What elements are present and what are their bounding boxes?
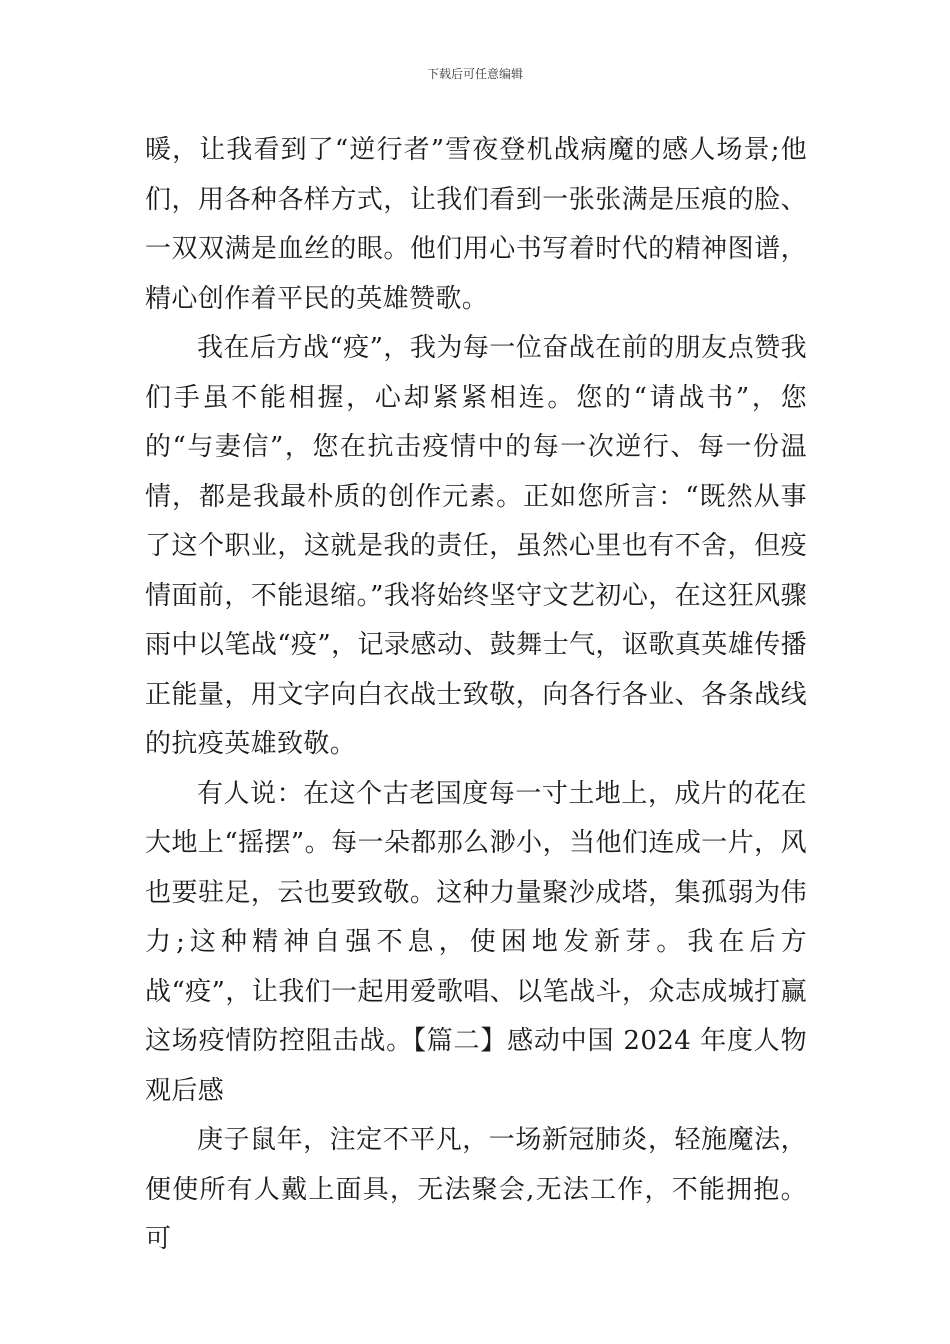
document-body — [145, 126, 807, 1265]
page-header: 下载后可任意编辑 — [426, 67, 523, 81]
paragraph-1: 暖，让我看到了“逆行者”雪夜登机战病魔的感人场景;他们，用各种各样方式，让我们看到一张张满是压痕的脸、一双双满是血丝的眼。他们用心书写着时代的精神图谱，精心创作着平民的英雄赞歌。 — [145, 135, 807, 314]
paragraph-4: 庚子鼠年，注定不平凡，一场新冠肺炎，轻施魔法，便使所有人戴上面具，无法聚会,无法工作，不能拥抱。可 — [145, 1125, 807, 1254]
paragraph-3: 有人说：在这个古老国度每一寸土地上，成片的花在大地上“摇摆”。每一朵都那么渺小，当他们连成一片，风也要驻足，云也要致敬。这种力量聚沙成塔，集孤弱为伟力;这种精神自强不息，使困地发新芽。我在后方战“疫”，让我们一起用爱歌唱、以笔战斗，众志成城打赢这场疫情防控阻击战。【篇二】感动中国 2024 年度人物观后感 — [145, 778, 807, 1106]
paragraph-2: 我在后方战“疫”，我为每一位奋战在前的朋友点赞我们手虽不能相握，心却紧紧相连。您的“请战书”，您的“与妻信”，您在抗击疫情中的每一次逆行、每一份温情，都是我最朴质的创作元素。正如您所言：“既然从事了这个职业，这就是我的责任，虽然心里也有不舍，但疫情面前，不能退缩。”我将始终坚守文艺初心，在这狂风骤雨中以笔战“疫”，记录感动、鼓舞士气，讴歌真英雄传播正能量，用文字向白衣战士致敬，向各行各业、各条战线的抗疫英雄致敬。 — [145, 333, 807, 759]
